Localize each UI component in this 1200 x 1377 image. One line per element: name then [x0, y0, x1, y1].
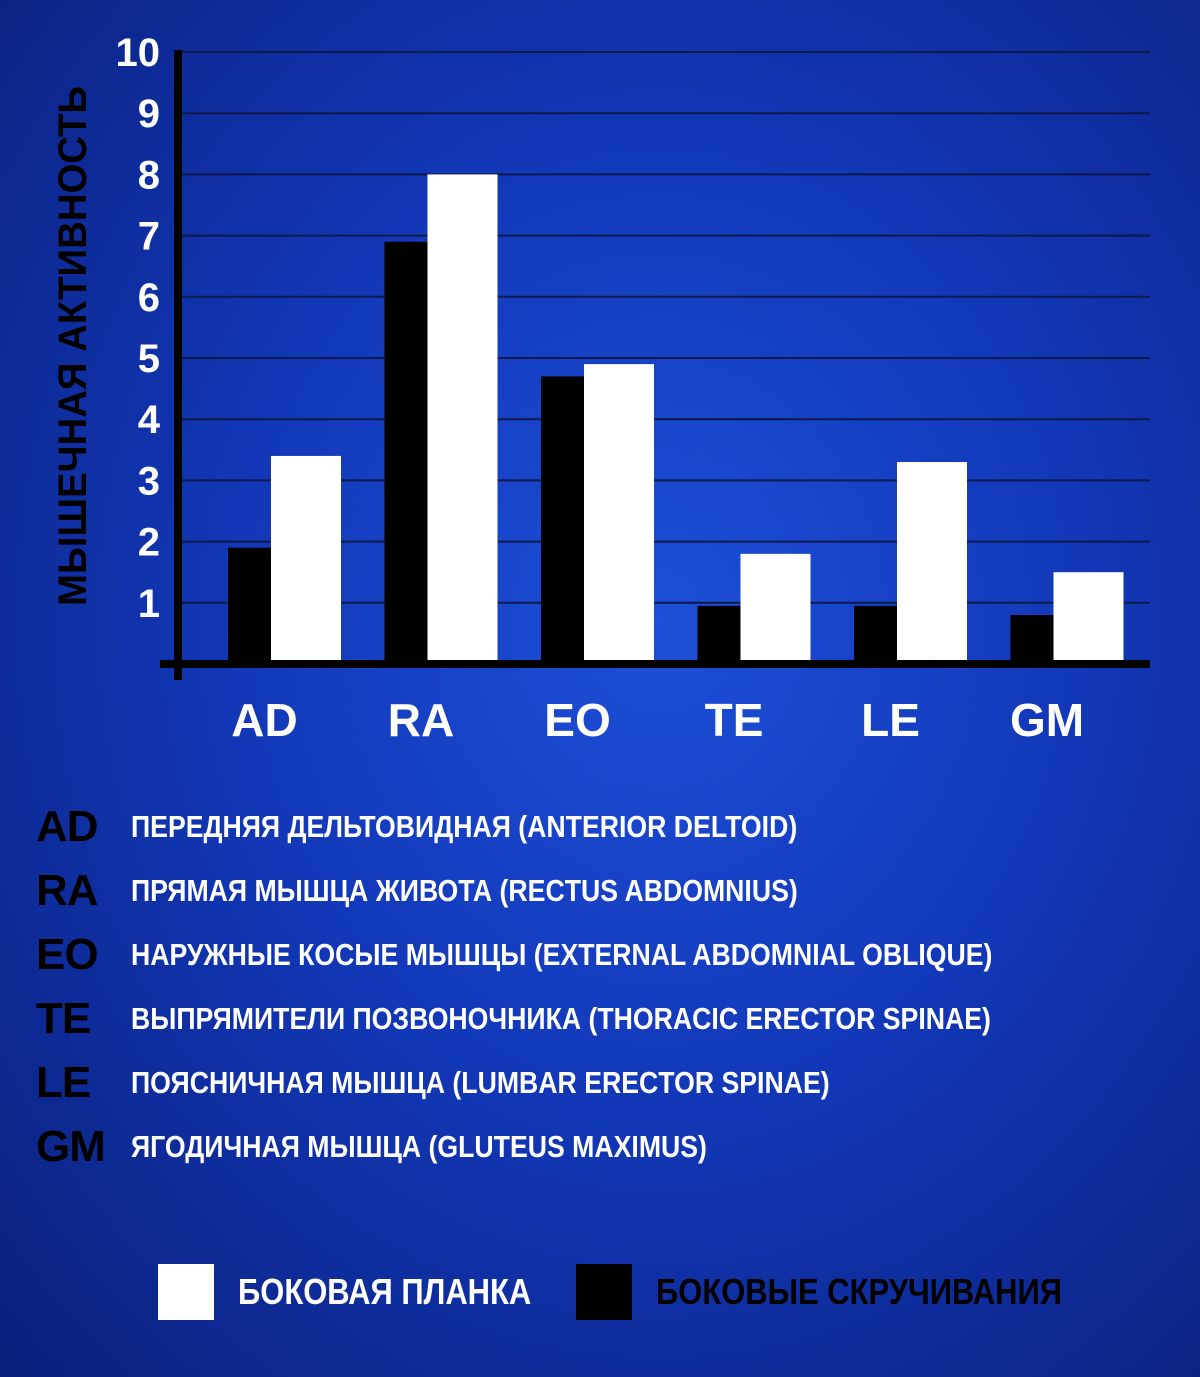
legend-swatch-twists	[576, 1264, 632, 1320]
bar-plank-le	[897, 462, 967, 664]
y-tick-label: 7	[137, 214, 160, 259]
abbreviation-glossary	[36, 795, 1186, 1179]
glossary-abbr: EO	[36, 930, 98, 979]
glossary-desc: ВЫПРЯМИТЕЛИ ПОЗВОНОЧНИКА (THORACIC ERECTOR SPINAE)	[131, 1001, 991, 1036]
x-category-label: AD	[231, 694, 298, 746]
glossary-desc: ПРЯМАЯ МЫШЦА ЖИВОТА (RECTUS ABDOMNIUS)	[131, 873, 798, 908]
y-tick-label: 5	[137, 337, 160, 381]
bar-plank-eo	[584, 364, 654, 664]
glossary-abbr: LE	[36, 1058, 91, 1107]
glossary-desc: ПЕРЕДНЯЯ ДЕЛЬТОВИДНАЯ (ANTERIOR DELTOID)	[131, 809, 798, 844]
glossary-row	[36, 1115, 1186, 1179]
glossary-row	[36, 923, 1186, 987]
glossary-abbr: RA	[36, 866, 98, 915]
bar-plank-ra	[428, 174, 498, 664]
bar-plank-ad	[271, 456, 341, 664]
legend-label-plank: БОКОВАЯ ПЛАНКА	[238, 1271, 532, 1312]
x-category-label: LE	[861, 694, 920, 746]
y-tick-label: 10	[115, 31, 160, 75]
legend-item-twists	[576, 1264, 1128, 1320]
y-tick-label: 9	[137, 92, 160, 137]
bar-plank-te	[741, 554, 811, 664]
glossary-desc: ЯГОДИЧНАЯ МЫШЦА (GLUTEUS MAXIMUS)	[131, 1129, 707, 1164]
y-tick-label: 2	[137, 520, 160, 565]
x-category-label: TE	[704, 694, 764, 746]
x-category-labels	[231, 694, 1084, 746]
x-category-label: EO	[544, 694, 611, 746]
glossary-abbr: GM	[36, 1122, 105, 1171]
y-axis-label: МЫШЕЧНАЯ АКТИВНОСТЬ	[51, 63, 95, 606]
glossary-row	[36, 1051, 1186, 1115]
y-tick-label: 8	[137, 153, 160, 198]
glossary-abbr: AD	[36, 802, 98, 851]
y-tick-label: 3	[137, 459, 160, 504]
glossary-desc: ПОЯСНИЧНАЯ МЫШЦА (LUMBAR ERECTOR SPINAE)	[131, 1065, 830, 1100]
glossary-row	[36, 859, 1186, 923]
y-tick-label: 4	[137, 398, 160, 443]
chart-legend	[0, 1264, 1200, 1324]
x-category-label: RA	[387, 694, 455, 746]
glossary-abbr: TE	[36, 994, 91, 1043]
glossary-desc: НАРУЖНЫЕ КОСЫЕ МЫШЦЫ (EXTERNAL ABDOMNIAL OBLIQUE)	[131, 937, 993, 972]
glossary-row	[36, 795, 1186, 859]
glossary-row	[36, 987, 1186, 1051]
legend-item-plank	[158, 1264, 579, 1320]
bar-plank-gm	[1054, 572, 1124, 664]
y-tick-label: 1	[137, 581, 160, 626]
legend-swatch-plank	[158, 1264, 214, 1320]
y-tick-labels	[116, 31, 161, 626]
legend-label-twists: БОКОВЫЕ СКРУЧИВАНИЯ	[656, 1271, 1063, 1312]
y-tick-label: 6	[137, 275, 160, 320]
x-category-label: GM	[1009, 694, 1085, 746]
